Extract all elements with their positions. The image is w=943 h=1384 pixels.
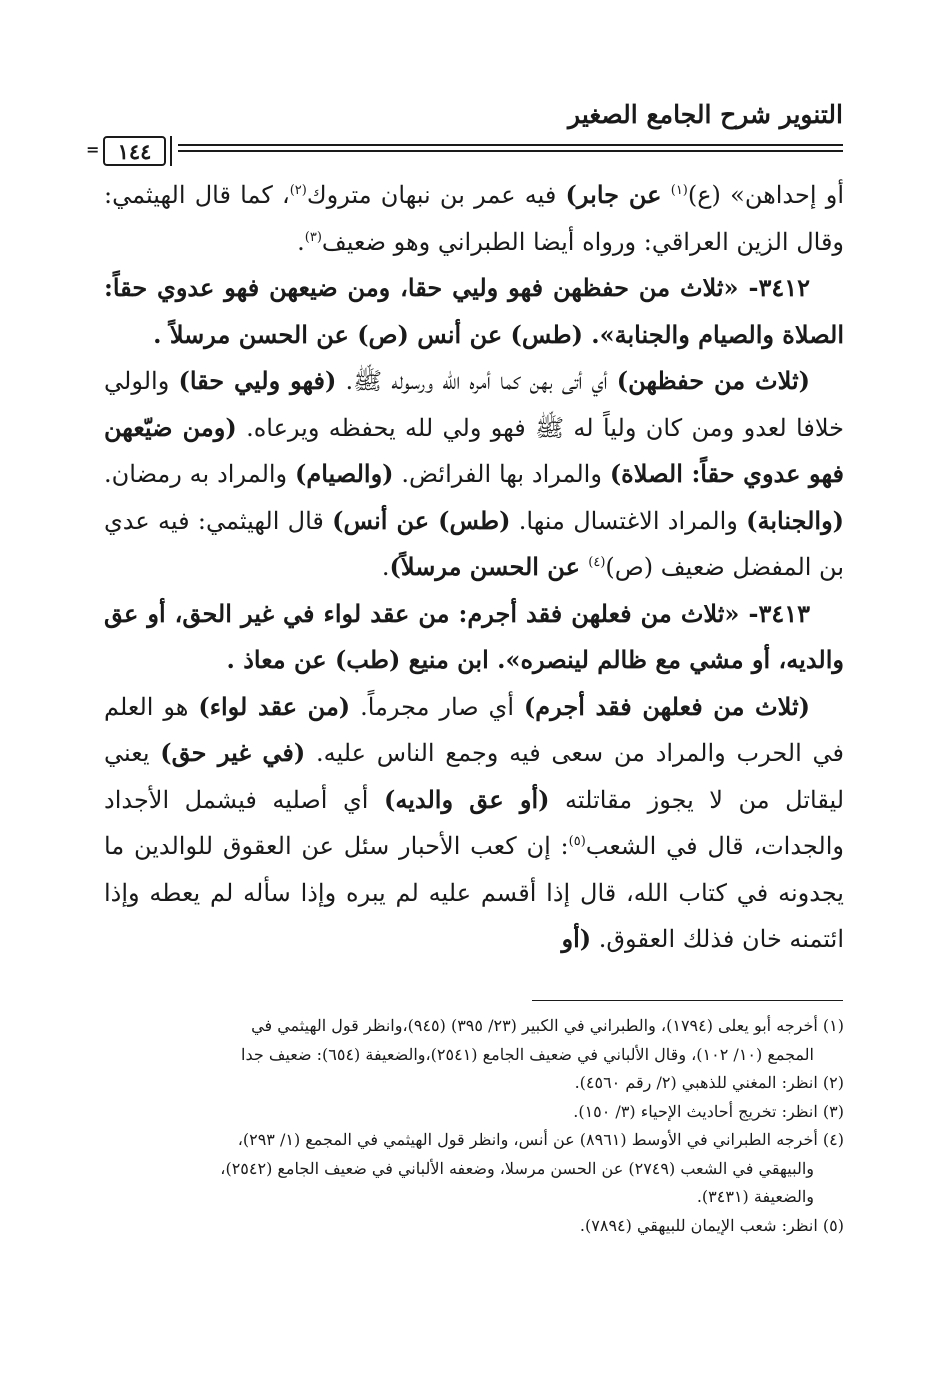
hadith-text: ٣٤١٣- «ثلاث من فعلهن فقد أجرم: من عقد لواء في غير الحق، أو عق والديه، أو مشي مع ظالم لينصره». ابن منيع (طب) عن معاذ . [104,598,844,674]
footnote-4-cont: والبيهقي في الشعب (٢٧٤٩) عن الحسن مرسلا، وضعفه الألباني في ضعيف الجامع (٢٥٤٢)، [220,1158,814,1178]
text-run: أي صار مجرماً. [350,692,524,721]
footnote-ref: (٣) [304,229,322,245]
paragraph-1 [104,172,844,265]
text-bold: (طس) عن أنس) [332,505,511,535]
hadith-3413 [104,591,844,684]
text-bold: (ثلاث من حفظهن) [616,366,810,395]
text-run: أي أتى بهن كما أمره الله ورسوله ﷺ. [336,367,617,395]
text-run: أو إحداهن» (ع) [687,181,844,209]
text-bold: (والجنابة) [746,505,845,535]
text-bold: (أو [561,924,592,953]
footnote-4-cont2: والضعيفة (٣٤٣١). [696,1187,814,1206]
footnote-1: (١) أخرجه أبو يعلى (١٧٩٤)، والطبراني في الكبير (٢٣/ ٣٩٥) (٩٤٥)،وانظر قول الهيثمي في [251,1016,844,1035]
text-bold: (فهو وليي حقا) [178,366,337,395]
text-run: أي أصليه فيشمل الأجداد والجدات، قال في الشعب [104,785,844,860]
footnote-separator [532,1000,843,1001]
text-run: يعني ليقاتل من لا يجوز مقاتلته [104,739,845,814]
footnote-ref: (١) [670,183,688,198]
text-run: . [381,553,390,581]
text-run: . [297,227,305,256]
hadith-text: ٣٤١٢- «ثلاث من حفظهن فهو وليي حقا، ومن ضيعهن فهو عدوي حقاً: الصلاة والصيام والجنابة». (طس) عن أنس (ص) عن الحسن مرسلاً . [104,273,844,349]
text-bold: (ومن ضيّعهن فهو عدوي حقاً: الصلاة) [104,412,844,488]
text-bold: (أو عق والديه) [383,784,550,814]
footnote-5: (٥) انظر: شعب الإيمان للبيهقي (٧٨٩٤). [579,1215,844,1235]
text-bold: (في غير حق) [160,738,306,767]
text-run: فيه عمر بن نبهان متروك [306,181,566,209]
text-run: : إن كعب الأحبار سئل عن العقوق للوالدين ما يجدونه في كتاب الله، قال إذا أقسم عليه لم يبره وإذا سأله لم يعطه وإذا ائتمنه خان فذلك العقوق. [104,832,844,953]
commentary-3412 [104,358,844,591]
page-number: ١٤٤ [103,136,166,166]
text-run: قال الهيثمي: فيه عدي بن المفضل ضعيف (ص) [104,506,844,581]
text-bold: (والصيام) [295,459,394,488]
text-run: ، كما قال الهيثمي: وقال الزين العراقي: ورواه أيضا الطبراني وهو ضعيف [104,181,844,256]
text-run: والمراد به رمضان. [104,460,295,488]
double-rule-bottom [178,150,843,152]
text-run: والمراد بها الفرائض. [393,460,610,488]
footnote-4: (٤) أخرجه الطبراني في الأوسط (٨٩٦١) عن أنس، وانظر قول الهيثمي في المجمع (١/ ٢٩٣)، [237,1130,844,1149]
text-run: والولي خلافا لعدو ومن كان ولياً له ﷺ فهو ولي لله يحفظه ويرعاه. [104,367,844,442]
footnote-ref: (٤) [588,555,606,570]
text-run: والمراد الاغتسال منها. [510,506,747,535]
text-bold: (ثلاث من فعلهن فقد أجرم) [523,691,810,721]
footnote-3: (٣) انظر: تخريج أحاديث الإحياء (٣/ ١٥٠). [573,1101,844,1121]
commentary-3413 [104,684,844,963]
main-text [104,172,844,963]
text-bold: عن جابر) [565,180,662,209]
header-rule [86,136,843,176]
footnotes [104,1012,844,1240]
double-rule-top [178,144,843,146]
text-bold: عن الحسن مرسلاً) [389,552,589,581]
page-header [100,96,843,136]
footnote-ref: (٢) [289,183,307,198]
footnote-ref: (٥) [568,834,586,849]
footnote-2: (٢) انظر: المغني للذهبي (٢/ رقم ٤٥٦٠). [574,1073,844,1092]
book-title: التنوير شرح الجامع الصغير [568,100,843,129]
text-bold: (من عقد لواء) [198,691,351,721]
hadith-3412 [104,265,844,358]
footnote-1-cont: المجمع (١٠/ ١٠٢)، وقال الألباني في ضعيف الجامع (٢٥٤١)،والضعيفة (٦٥٤): ضعيف جدا [241,1044,814,1064]
text-run: هو العلم في الحرب والمراد من سعى فيه وجمع الناس عليه. [104,692,844,767]
rule-end-mark: = [86,140,100,159]
